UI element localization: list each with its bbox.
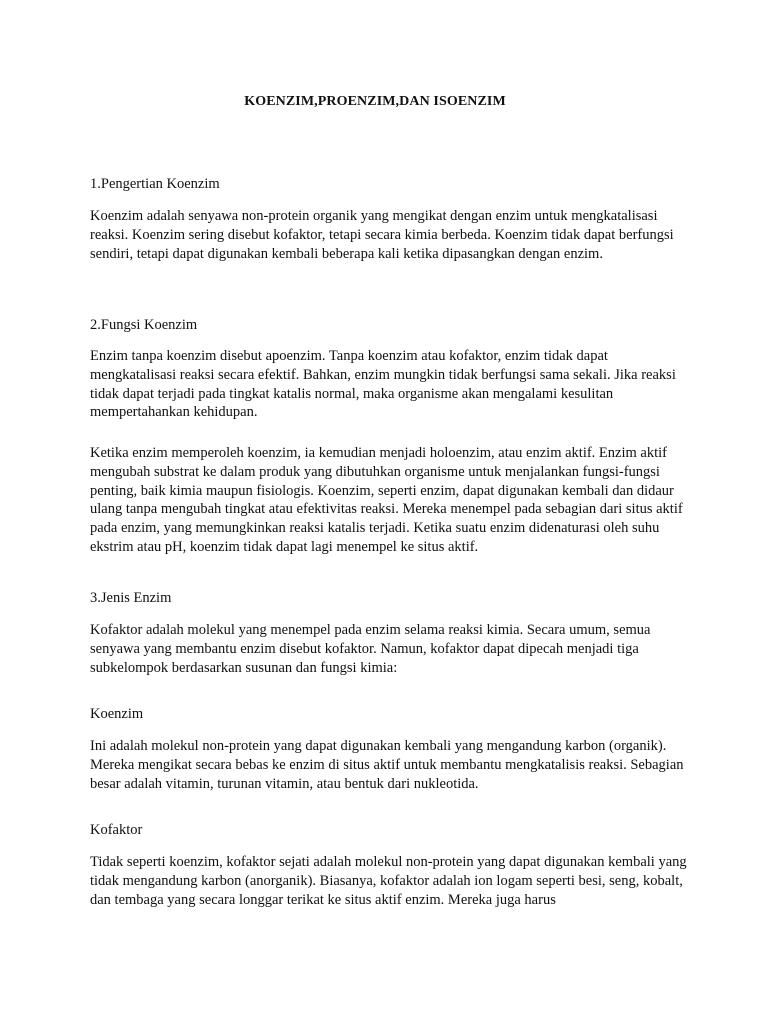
paragraph-fungsi-1: Enzim tanpa koenzim disebut apoenzim. Tanpa koenzim atau kofaktor, enzim tidak dapat mengkatalisasi reaksi secara efektif. Bahkan, enzim mungkin tidak berfungsi sama sekali. Jika reaksi tidak dapat terjadi pada tingkat katalis normal, maka organisme akan mengalami kesulitan mempertahankan kehidupan. (90, 348, 676, 421)
paragraph-koenzim: Ini adalah molekul non-protein yang dapat digunakan kembali yang mengandung karbon (organik). Mereka mengikat secara bebas ke enzim di situs aktif untuk membantu mengkatalisis reaksi. Sebagian besar adalah vitamin, turunan vitamin, atau bentuk dari nukleotida. (90, 738, 684, 792)
paragraph-fungsi-2: Ketika enzim memperoleh koenzim, ia kemudian menjadi holoenzim, atau enzim aktif. Enzim aktif mengubah substrat ke dalam produk yang dibutuhkan organisme untuk menjalankan fungsi-fungsi penting, baik kimia maupun fisiologis. Koenzim, seperti enzim, dapat digunakan kembali dan didaur ulang tanpa mengubah tingkat atau efektivitas reaksi. Mereka menempel pada sebagian dari situs aktif pada enzim, yang memungkinkan reaksi katalis terjadi. Ketika suatu enzim didenaturasi oleh suhu ekstrim atau pH, koenzim tidak dapat lagi menempel ke situs aktif. (90, 445, 683, 555)
paragraph-kofaktor: Tidak seperti koenzim, kofaktor sejati adalah molekul non-protein yang dapat digunakan kembali yang tidak mengandung karbon (anorganik). Biasanya, kofaktor adalah ion logam seperti besi, seng, kobalt, dan tembaga yang secara longgar terikat ke situs aktif enzim. Mereka juga harus (90, 854, 687, 908)
section-heading-fungsi: 2.Fungsi Koenzim (90, 317, 198, 333)
subheading-koenzim: Koenzim (90, 706, 144, 722)
subheading-kofaktor: Kofaktor (90, 822, 143, 838)
document-title: KOENZIM,PROENZIM,DAN ISOENZIM (244, 94, 506, 109)
paragraph-pengertian: Koenzim adalah senyawa non-protein organik yang mengikat dengan enzim untuk mengkatalisasi reaksi. Koenzim sering disebut kofaktor, tetapi secara kimia berbeda. Koenzim tidak dapat berfungsi sendiri, tetapi dapat digunakan kembali beberapa kali ketika dipasangkan dengan enzim. (90, 208, 674, 262)
section-heading-pengertian: 1.Pengertian Koenzim (90, 176, 220, 192)
section-heading-jenis: 3.Jenis Enzim (90, 590, 172, 606)
paragraph-jenis: Kofaktor adalah molekul yang menempel pada enzim selama reaksi kimia. Secara umum, semua senyawa yang membantu enzim disebut kofaktor. Namun, kofaktor dapat dipecah menjadi tiga subkelompok berdasarkan susunan dan fungsi kimia: (90, 622, 651, 676)
